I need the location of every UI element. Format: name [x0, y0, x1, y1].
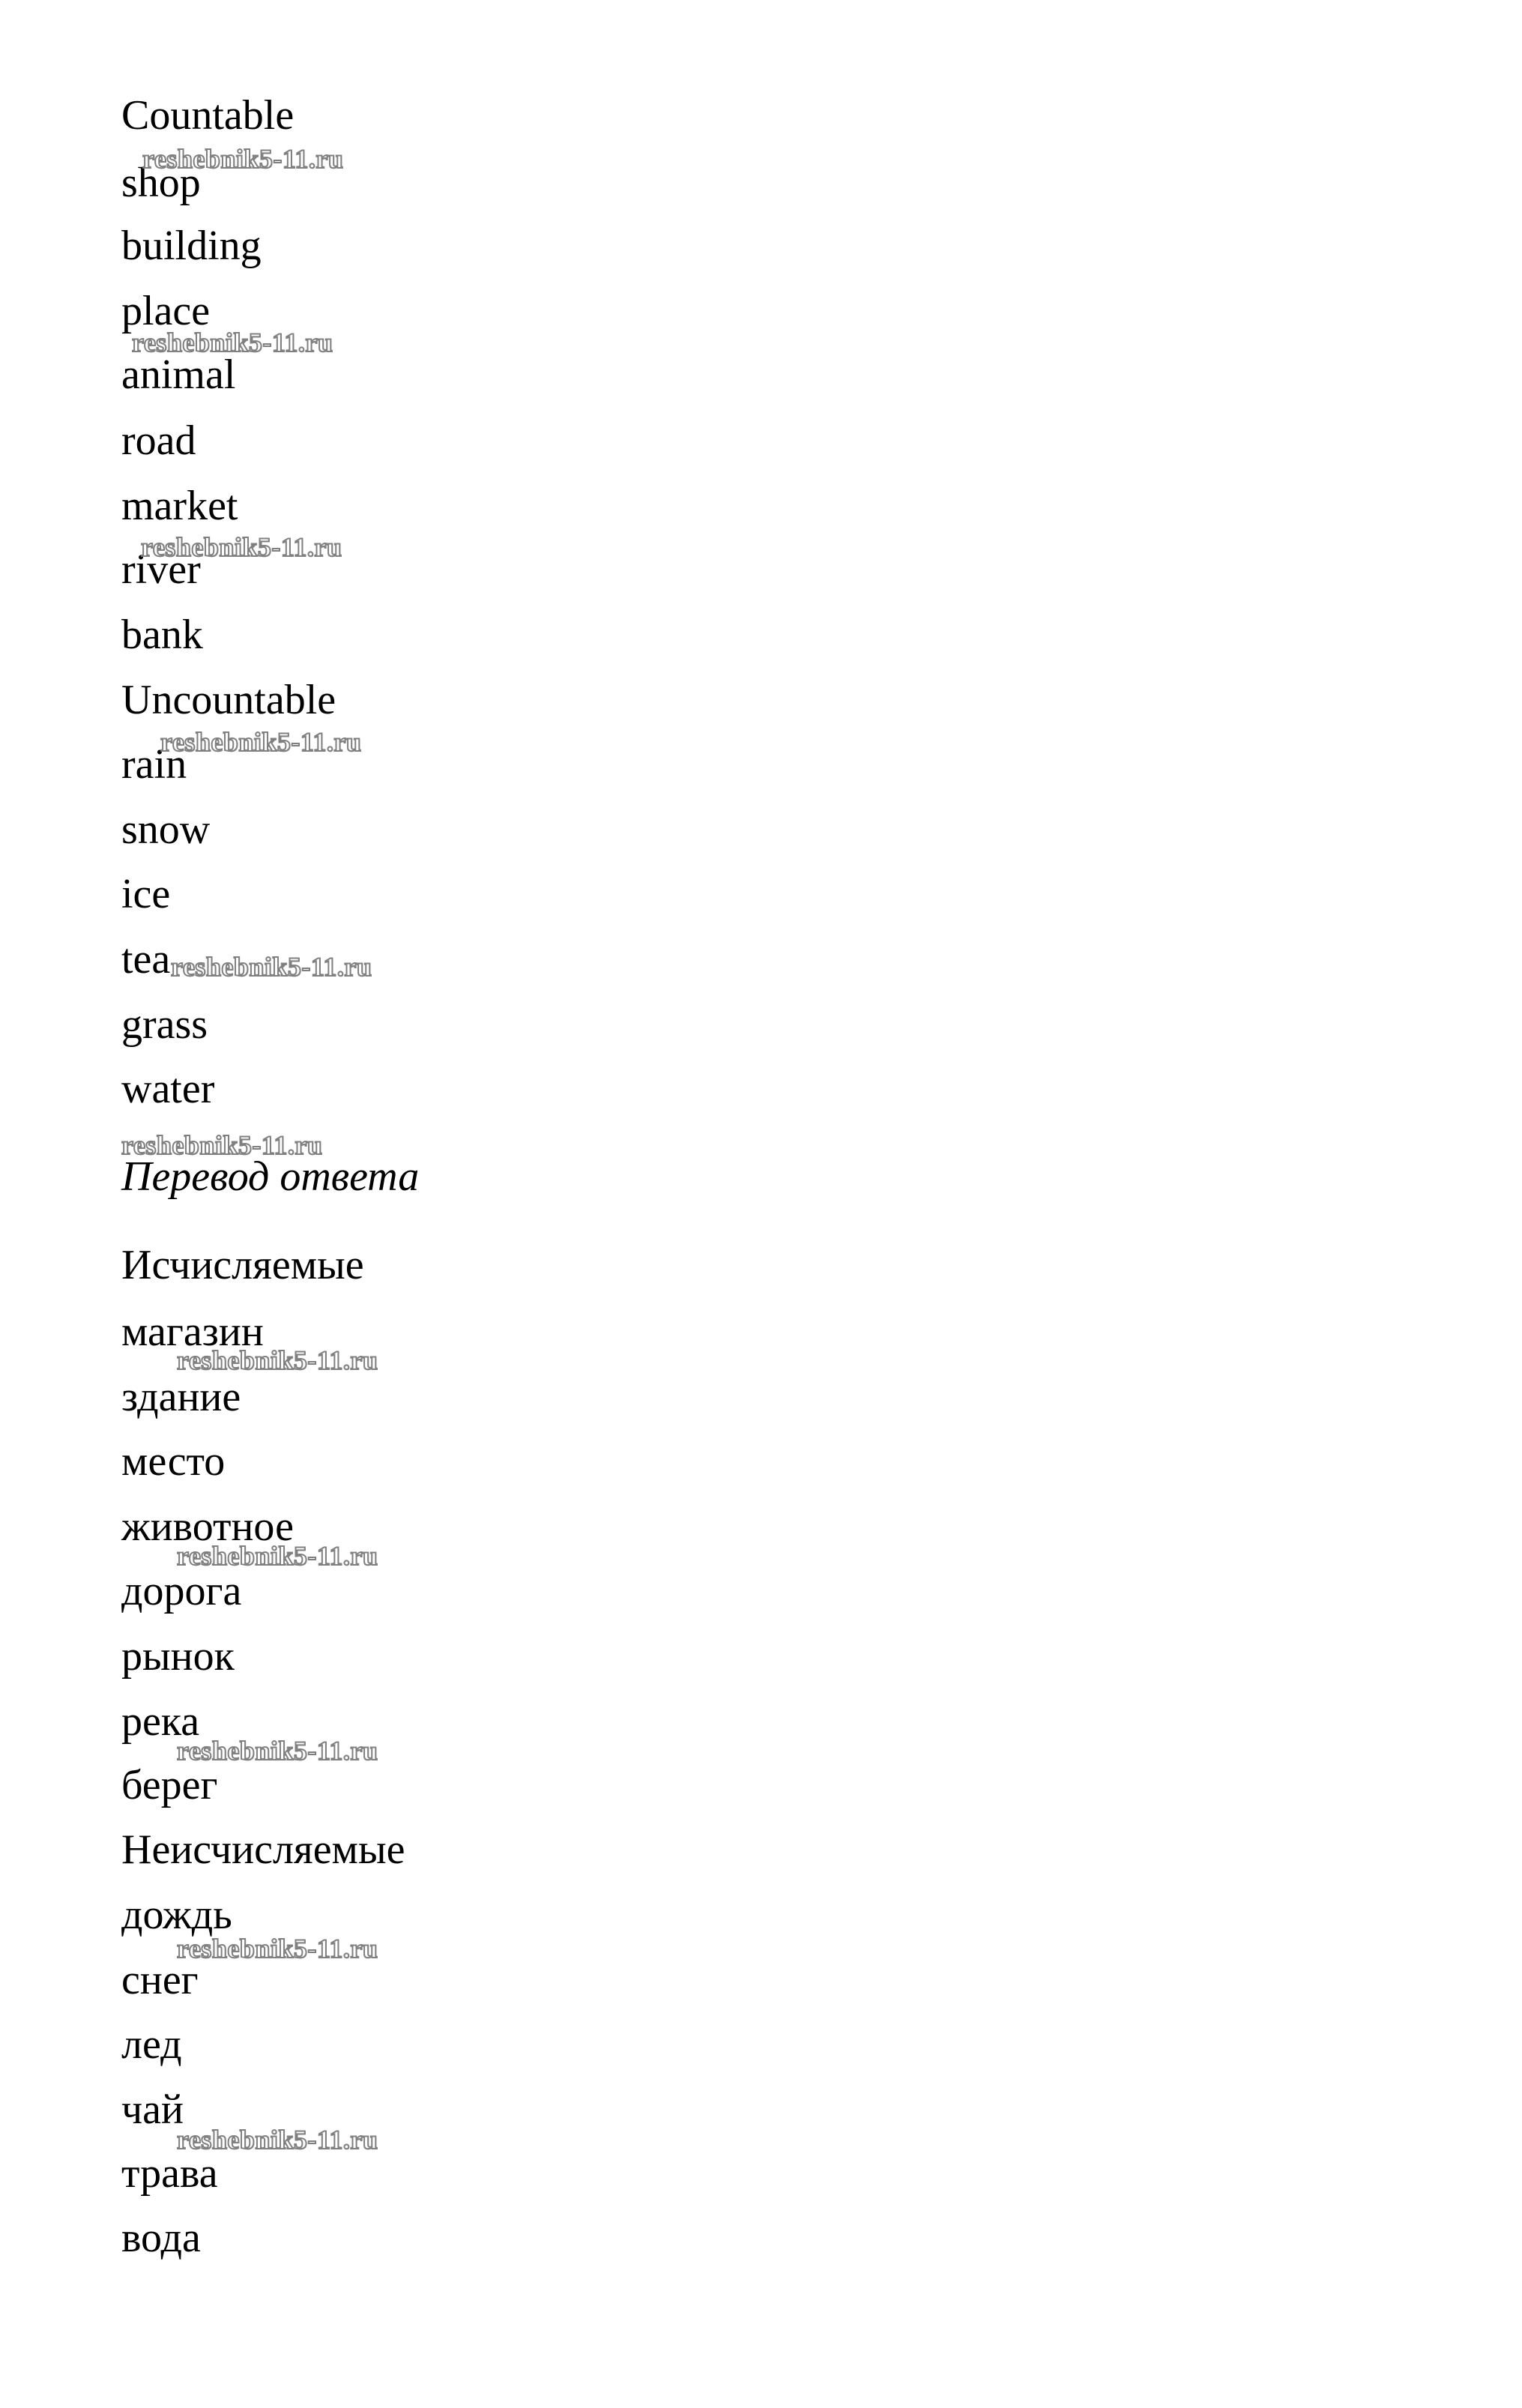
list-item: snow: [121, 806, 211, 853]
list-item: building: [121, 223, 262, 269]
list-item: rain: [121, 741, 187, 788]
list-item: берег: [121, 1762, 218, 1808]
watermark: reshebnik5-11.ru: [141, 532, 342, 562]
list-item: grass: [121, 1001, 208, 1048]
watermark: reshebnik5-11.ru: [121, 1130, 323, 1160]
list-item: animal: [121, 351, 236, 398]
watermark: reshebnik5-11.ru: [160, 727, 362, 757]
watermark: reshebnik5-11.ru: [177, 1736, 378, 1766]
list-item: water: [121, 1066, 215, 1112]
list-item: чай: [121, 2086, 184, 2133]
watermark: reshebnik5-11.ru: [142, 144, 344, 174]
list-item: market: [121, 483, 238, 529]
list-item: place: [121, 288, 211, 334]
uncountable-heading-ru: Неисчисляемые: [121, 1826, 405, 1873]
translation-heading: Перевод ответа: [121, 1153, 420, 1200]
list-item: здание: [121, 1374, 241, 1420]
list-item: снег: [121, 1957, 199, 2003]
watermark: reshebnik5-11.ru: [177, 1345, 378, 1375]
list-item: животное: [121, 1503, 294, 1550]
list-item: shop: [121, 160, 201, 206]
watermark: reshebnik5-11.ru: [132, 328, 333, 357]
list-item: tea: [121, 936, 171, 983]
list-item: рынок: [121, 1633, 235, 1680]
countable-heading-ru: Исчисляемые: [121, 1242, 364, 1288]
list-item: river: [121, 546, 201, 593]
countable-heading: Countable: [121, 92, 295, 139]
list-item: магазин: [121, 1309, 264, 1355]
list-item: ice: [121, 871, 171, 917]
list-item: вода: [121, 2215, 201, 2261]
list-item: река: [121, 1698, 200, 1745]
list-item: трава: [121, 2150, 218, 2197]
uncountable-heading: Uncountable: [121, 677, 336, 723]
watermark: reshebnik5-11.ru: [177, 1541, 378, 1571]
list-item: дорога: [121, 1568, 242, 1614]
list-item: bank: [121, 612, 203, 658]
watermark: reshebnik5-11.ru: [177, 2125, 378, 2155]
list-item: место: [121, 1438, 226, 1485]
list-item: дождь: [121, 1892, 232, 1938]
watermark: reshebnik5-11.ru: [177, 1934, 378, 1964]
watermark: reshebnik5-11.ru: [171, 952, 372, 982]
list-item: road: [121, 417, 196, 464]
list-item: лед: [121, 2021, 182, 2068]
